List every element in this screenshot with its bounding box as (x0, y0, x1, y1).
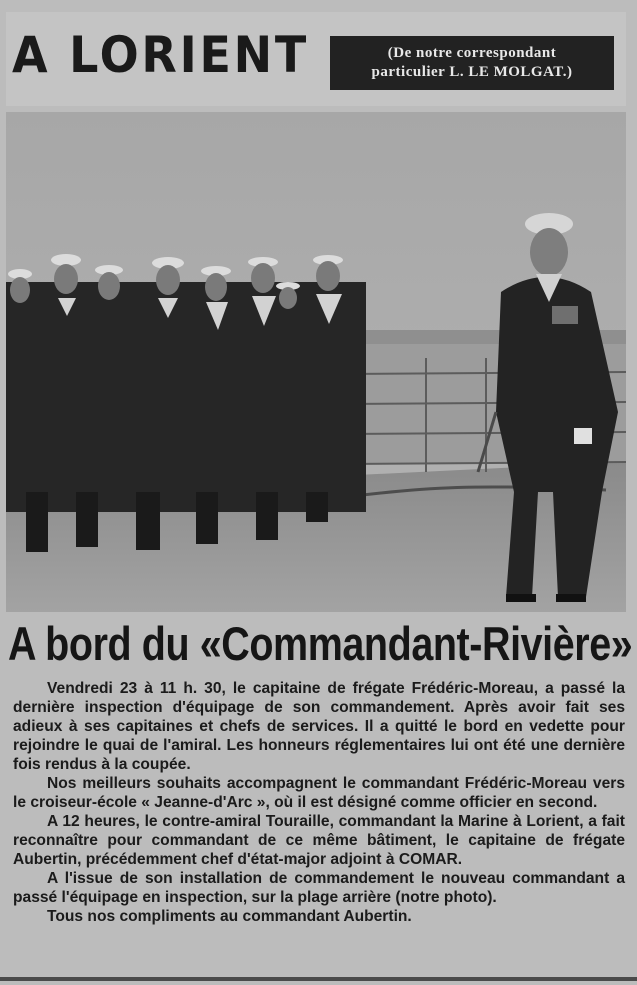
photo-illustration (6, 112, 626, 612)
correspondent-credit-box (330, 36, 614, 90)
crew-rows (6, 254, 366, 552)
bottom-rule (0, 977, 637, 981)
officer-glove (574, 428, 592, 444)
officer-face (530, 228, 568, 276)
column-header (6, 12, 626, 106)
article-body (13, 679, 625, 926)
correspondent-line-2: particulier L. LE MOLGAT.) (371, 64, 573, 80)
article-paragraph: Vendredi 23 à 11 h. 30, le capitaine de frégate Frédéric-Moreau, a passé la dernière inspection d'équipage de son commandement. Après avoir fait ses adieux à ses capitaines et chefs de services. Il a quitté le bord en vedette pour rejoindre le quai de l'amiral. Les honneurs réglementaires lui ont été une dernière fois rendus à la coupée. (13, 680, 625, 773)
article-headline: A bord du «Commandant-Rivière» (8, 617, 633, 670)
article-paragraph: Nos meilleurs souhaits accompagnent le commandant Frédéric-Moreau vers le croiseur-école « Jeanne-d'Arc », où il est désigné comme officier en second. (13, 775, 625, 811)
article-paragraph: A l'issue de son installation de commandement le nouveau commandant a passé l'équipage en inspection, sur la plage arrière (notre photo). (13, 870, 625, 906)
article-paragraph: A 12 heures, le contre-amiral Touraille, commandant la Marine à Lorient, a fait reconnaître pour commandant de ce même bâtiment, le capitaine de frégate Aubertin, précédemment chef d'état-major adjoint à COMAR. (13, 813, 625, 868)
city-title: A LORIENT (12, 26, 310, 84)
article-paragraph: Tous nos compliments au commandant Aubertin. (47, 908, 412, 925)
correspondent-line-1: (De notre correspondant (387, 45, 557, 61)
crew-inspection-photo (6, 112, 626, 612)
officer-medals (552, 306, 578, 324)
